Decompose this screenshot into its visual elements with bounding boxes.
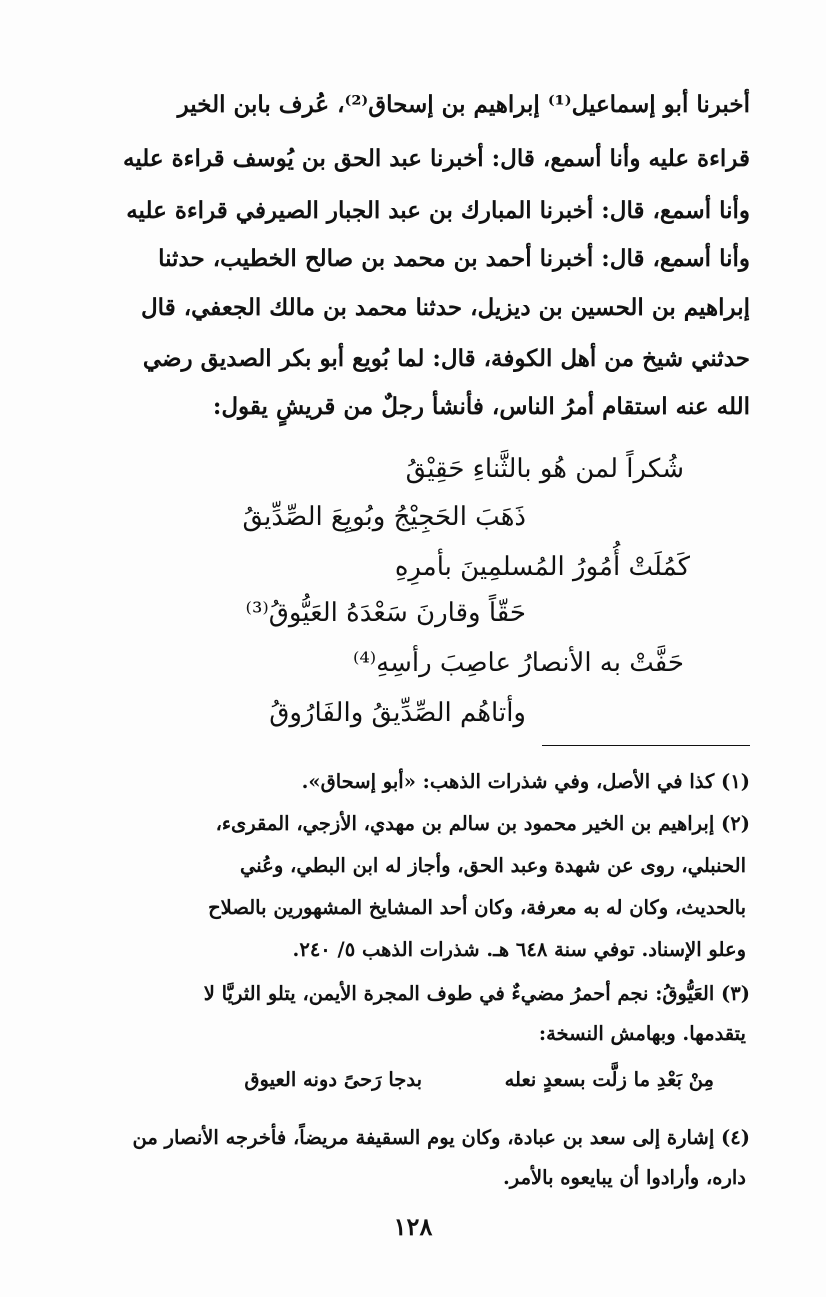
body-line-1: أخبرنا أبو إسماعيل⁽¹⁾ إبراهيم بن إسحاق⁽²⁾، عُرف بابن الخير	[177, 91, 750, 118]
body-line-2: قراءة عليه وأنا أسمع، قال: أخبرنا عبد الحق بن يُوسف قراءة عليه	[123, 145, 750, 172]
footnote-2-line-4: وعلو الإسناد. توفي سنة ٦٤٨ هـ. شذرات الذهب ٥/ ٢٤٠.	[292, 938, 746, 961]
footnote-separator	[542, 745, 750, 746]
footnote-4-line-2: داره، وأرادوا أن يبايعوه بالأمر.	[503, 1166, 746, 1189]
verse-5: حَفَّتْ به الأنصارُ عاصِبَ رأسِهِ⁽⁴⁾	[352, 648, 684, 678]
footnote-2-line-3: بالحديث، وكان له به معرفة، وكان أحد المشايخ المشهورين بالصلاح	[208, 896, 746, 919]
body-line-7: الله عنه استقام أمرُ الناس، فأنشأ رجلٌ من قريشٍ يقول:	[212, 393, 750, 420]
body-line-4: وأنا أسمع، قال: أخبرنا أحمد بن محمد بن صالح الخطيب، حدثنا	[158, 245, 750, 272]
footnote-2-line-2: الحنبلي، روى عن شهدة وعبد الحق، وأجاز له ابن البطي، وعُني	[240, 854, 746, 877]
footnote-2-line-1: (٢) إبراهيم بن الخير محمود بن سالم بن مهدي، الأزجي، المقرىء،	[215, 812, 750, 835]
footnote-3-verse-second-hemistich: بدجا رَحىً دونه العيوق	[244, 1068, 422, 1091]
body-line-3: وأنا أسمع، قال: أخبرنا المبارك بن عبد الجبار الصيرفي قراءة عليه	[126, 197, 750, 224]
footnote-3-line-1: (٣) العَيُّوقُ: نجم أحمرُ مضيءٌ في طوف المجرة الأيمن، يتلو الثريَّا لا	[203, 982, 750, 1005]
verse-3: كَمُلَتْ أُمُورُ المُسلمِينَ بأمرِهِ	[394, 552, 690, 582]
verse-2: ذَهَبَ الحَجِيْجُ وبُويِعَ الصِّدِّيقُ	[242, 502, 526, 532]
footnote-4-line-1: (٤) إشارة إلى سعد بن عبادة، وكان يوم السقيفة مريضاً، فأخرجه الأنصار من	[132, 1126, 750, 1149]
page-number: ١٢٨	[393, 1212, 433, 1241]
body-line-6: حدثني شيخ من أهل الكوفة، قال: لما بُويع أبو بكر الصديق رضي	[142, 345, 750, 372]
verse-4: حَقّاً وقارنَ سَعْدَهُ العَيُّوقُ⁽³⁾	[245, 598, 526, 628]
body-line-5: إبراهيم بن الحسين بن ديزيل، حدثنا محمد بن مالك الجعفي، قال	[140, 294, 750, 321]
footnote-3-line-2: يتقدمها. وبهامش النسخة:	[538, 1022, 746, 1045]
footnote-3-verse-first-hemistich: مِنْ بَعْدِ ما زلَّت بسعدٍ نعله	[504, 1068, 714, 1091]
verse-6: وأتاهُم الصِّدِّيقُ والفَارُوقُ	[269, 698, 526, 728]
footnote-1: (١) كذا في الأصل، وفي شذرات الذهب: «أبو إسحاق».	[301, 770, 750, 793]
verse-1: شُكراً لمن هُو بالثَّناءِ حَقِيْقُ	[405, 454, 684, 484]
